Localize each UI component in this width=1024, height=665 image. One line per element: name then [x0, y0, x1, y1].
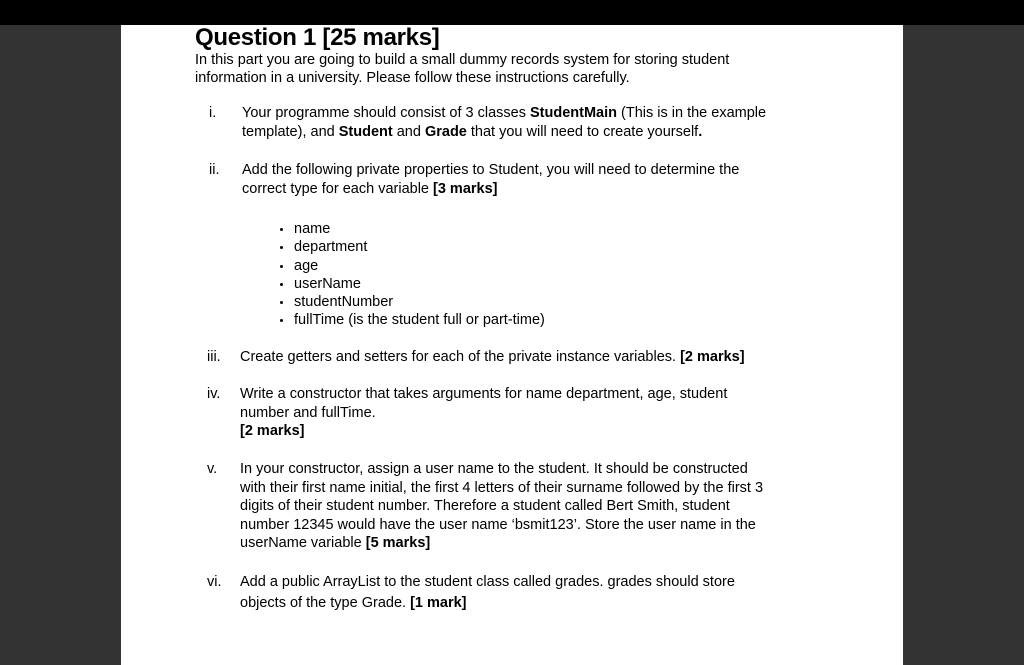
item-text-line: digits of their student number. Therefore a student called Bert Smith, student [240, 498, 730, 514]
item-text [240, 348, 840, 367]
item-number: ii. [209, 162, 220, 178]
item-text-line: number 12345 would have the user name ‘bsmit123’. Store the user name in the [240, 516, 756, 533]
item-text-line: number and fullTime. [240, 404, 376, 421]
list-item: fullTime (is the student full or part-time) [278, 311, 545, 329]
question-title: Question 1 [25 marks] [195, 25, 440, 51]
item-text-segment: userName variable [240, 535, 366, 551]
item-number: v. [207, 461, 218, 477]
item-number: iii. [207, 349, 221, 365]
item-text [240, 385, 840, 441]
intro-paragraph [195, 51, 835, 87]
item-text [240, 460, 850, 553]
item-text-line: with their first name initial, the first 4 letters of their surname followed by the first 3 [240, 479, 764, 496]
item-text-segment: Your programme should consist of 3 classes [242, 105, 530, 121]
item-text-segment: template), and [242, 123, 339, 140]
intro-line: information in a university. Please follow these instructions carefully. [195, 70, 630, 86]
marks-label: [2 marks] [680, 349, 745, 365]
item-text-segment: (This is in the example [617, 105, 767, 121]
list-item: age [278, 257, 545, 275]
item-text-segment: and [392, 123, 425, 140]
property-list [278, 220, 545, 330]
item-text-line: In your constructor, assign a user name to the student. It should be constructed [240, 461, 748, 477]
item-text-segment: Create getters and setters for each of the private instance variables. [240, 349, 681, 365]
marks-label: [1 mark] [410, 595, 467, 611]
item-number: i. [209, 105, 217, 121]
intro-line: In this part you are going to build a small dummy records system for storing student [195, 52, 730, 68]
class-name-grade: Grade [424, 123, 467, 140]
item-text [240, 572, 840, 614]
item-number: iv. [207, 386, 221, 402]
marks-label: [2 marks] [240, 423, 305, 439]
item-text-segment: . [698, 123, 703, 140]
item-text-line: Add a public ArrayList to the student class called grades. grades should store [240, 574, 735, 590]
document-page [121, 25, 903, 665]
class-name-student: Student [338, 123, 393, 140]
item-number: vi. [207, 574, 222, 590]
list-item: name [278, 220, 545, 238]
marks-label: [5 marks] [365, 535, 431, 551]
list-item: department [278, 238, 545, 256]
list-item: userName [278, 275, 545, 293]
list-item: studentNumber [278, 293, 545, 311]
marks-label: [3 marks] [433, 180, 498, 197]
item-text-line: Add the following private properties to Student, you will need to determine the [242, 162, 740, 178]
top-bar [0, 0, 1024, 25]
item-text-line: Write a constructor that takes arguments for name department, age, student [240, 386, 728, 402]
item-text-segment: correct type for each variable [242, 180, 434, 197]
class-name-studentmain: StudentMain [530, 105, 617, 121]
item-text [242, 161, 842, 198]
item-text [242, 104, 842, 141]
item-text-segment: that you will need to create yourself [466, 123, 699, 140]
item-text-segment: objects of the type Grade. [240, 595, 411, 611]
